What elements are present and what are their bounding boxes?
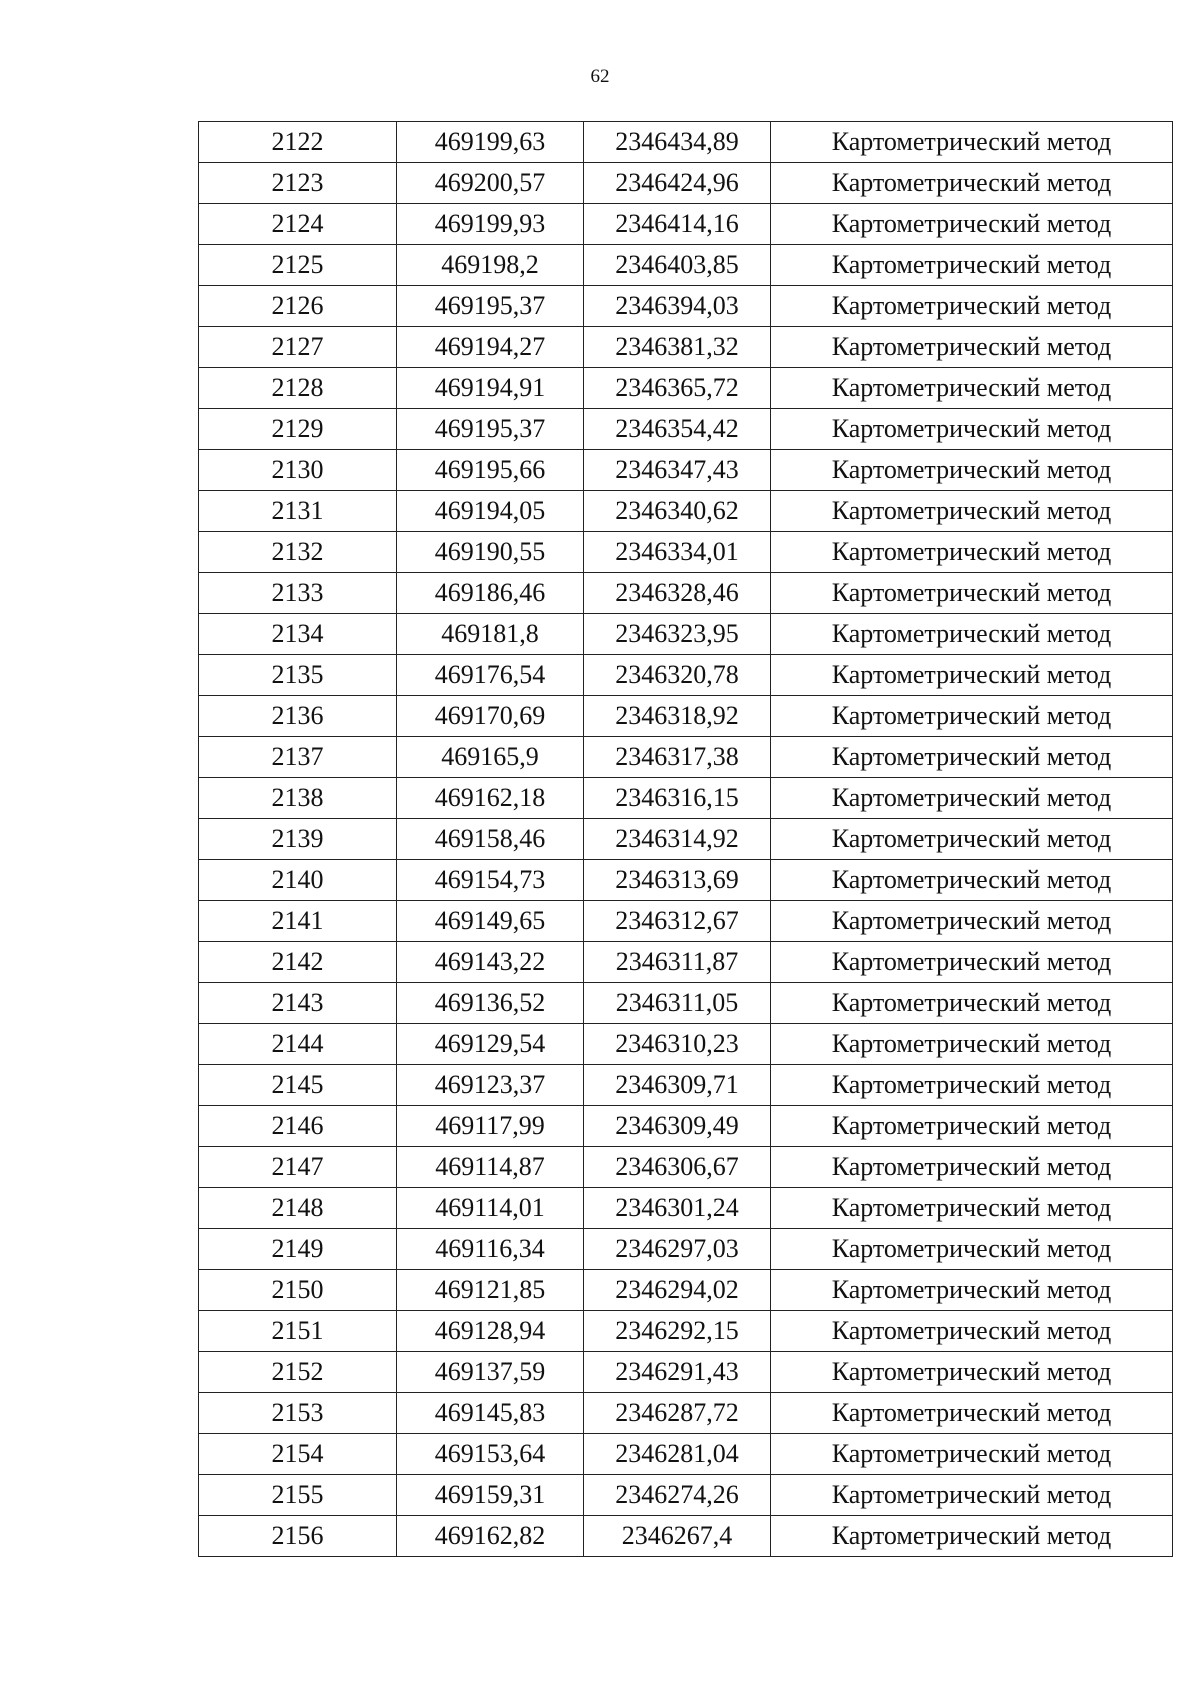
- y-coordinate-cell: 2346292,15: [584, 1311, 771, 1352]
- table-row: [199, 1270, 1173, 1311]
- method-cell: Картометрический метод: [771, 1147, 1173, 1188]
- table-row: [199, 1311, 1173, 1352]
- x-coordinate-cell: 469129,54: [397, 1024, 584, 1065]
- method-cell: Картометрический метод: [771, 778, 1173, 819]
- point-number-cell: 2128: [199, 368, 397, 409]
- method-cell: Картометрический метод: [771, 573, 1173, 614]
- table-row: [199, 942, 1173, 983]
- x-coordinate-cell: 469199,93: [397, 204, 584, 245]
- table-row: [199, 1475, 1173, 1516]
- point-number-cell: 2142: [199, 942, 397, 983]
- table-row: [199, 368, 1173, 409]
- method-cell: Картометрический метод: [771, 204, 1173, 245]
- method-cell: Картометрический метод: [771, 901, 1173, 942]
- x-coordinate-cell: 469116,34: [397, 1229, 584, 1270]
- point-number-cell: 2150: [199, 1270, 397, 1311]
- x-coordinate-cell: 469158,46: [397, 819, 584, 860]
- point-number-cell: 2151: [199, 1311, 397, 1352]
- x-coordinate-cell: 469200,57: [397, 163, 584, 204]
- method-cell: Картометрический метод: [771, 1270, 1173, 1311]
- table-row: [199, 1188, 1173, 1229]
- table-row: [199, 778, 1173, 819]
- x-coordinate-cell: 469154,73: [397, 860, 584, 901]
- x-coordinate-cell: 469153,64: [397, 1434, 584, 1475]
- point-number-cell: 2123: [199, 163, 397, 204]
- y-coordinate-cell: 2346328,46: [584, 573, 771, 614]
- point-number-cell: 2134: [199, 614, 397, 655]
- table-row: [199, 491, 1173, 532]
- y-coordinate-cell: 2346301,24: [584, 1188, 771, 1229]
- y-coordinate-cell: 2346394,03: [584, 286, 771, 327]
- y-coordinate-cell: 2346306,67: [584, 1147, 771, 1188]
- point-number-cell: 2131: [199, 491, 397, 532]
- y-coordinate-cell: 2346317,38: [584, 737, 771, 778]
- x-coordinate-cell: 469114,01: [397, 1188, 584, 1229]
- y-coordinate-cell: 2346309,49: [584, 1106, 771, 1147]
- table-row: [199, 1106, 1173, 1147]
- point-number-cell: 2155: [199, 1475, 397, 1516]
- point-number-cell: 2137: [199, 737, 397, 778]
- point-number-cell: 2156: [199, 1516, 397, 1557]
- method-cell: Картометрический метод: [771, 163, 1173, 204]
- point-number-cell: 2138: [199, 778, 397, 819]
- method-cell: Картометрический метод: [771, 819, 1173, 860]
- method-cell: Картометрический метод: [771, 655, 1173, 696]
- x-coordinate-cell: 469136,52: [397, 983, 584, 1024]
- point-number-cell: 2149: [199, 1229, 397, 1270]
- method-cell: Картометрический метод: [771, 1516, 1173, 1557]
- table-row: [199, 1352, 1173, 1393]
- y-coordinate-cell: 2346340,62: [584, 491, 771, 532]
- y-coordinate-cell: 2346297,03: [584, 1229, 771, 1270]
- y-coordinate-cell: 2346316,15: [584, 778, 771, 819]
- table-row: [199, 163, 1173, 204]
- y-coordinate-cell: 2346274,26: [584, 1475, 771, 1516]
- x-coordinate-cell: 469199,63: [397, 122, 584, 163]
- method-cell: Картометрический метод: [771, 532, 1173, 573]
- method-cell: Картометрический метод: [771, 409, 1173, 450]
- point-number-cell: 2147: [199, 1147, 397, 1188]
- y-coordinate-cell: 2346267,4: [584, 1516, 771, 1557]
- table-row: [199, 122, 1173, 163]
- table-row: [199, 450, 1173, 491]
- method-cell: Картометрический метод: [771, 696, 1173, 737]
- point-number-cell: 2140: [199, 860, 397, 901]
- x-coordinate-cell: 469137,59: [397, 1352, 584, 1393]
- point-number-cell: 2143: [199, 983, 397, 1024]
- y-coordinate-cell: 2346309,71: [584, 1065, 771, 1106]
- method-cell: Картометрический метод: [771, 983, 1173, 1024]
- y-coordinate-cell: 2346434,89: [584, 122, 771, 163]
- x-coordinate-cell: 469162,18: [397, 778, 584, 819]
- point-number-cell: 2153: [199, 1393, 397, 1434]
- method-cell: Картометрический метод: [771, 286, 1173, 327]
- x-coordinate-cell: 469198,2: [397, 245, 584, 286]
- y-coordinate-cell: 2346291,43: [584, 1352, 771, 1393]
- point-number-cell: 2136: [199, 696, 397, 737]
- y-coordinate-cell: 2346414,16: [584, 204, 771, 245]
- y-coordinate-cell: 2346287,72: [584, 1393, 771, 1434]
- point-number-cell: 2125: [199, 245, 397, 286]
- method-cell: Картометрический метод: [771, 1434, 1173, 1475]
- table-row: [199, 1024, 1173, 1065]
- point-number-cell: 2135: [199, 655, 397, 696]
- point-number-cell: 2139: [199, 819, 397, 860]
- table-row: [199, 983, 1173, 1024]
- method-cell: Картометрический метод: [771, 860, 1173, 901]
- point-number-cell: 2126: [199, 286, 397, 327]
- method-cell: Картометрический метод: [771, 1352, 1173, 1393]
- x-coordinate-cell: 469121,85: [397, 1270, 584, 1311]
- x-coordinate-cell: 469170,69: [397, 696, 584, 737]
- y-coordinate-cell: 2346334,01: [584, 532, 771, 573]
- x-coordinate-cell: 469176,54: [397, 655, 584, 696]
- table-row: [199, 1147, 1173, 1188]
- y-coordinate-cell: 2346313,69: [584, 860, 771, 901]
- method-cell: Картометрический метод: [771, 122, 1173, 163]
- y-coordinate-cell: 2346323,95: [584, 614, 771, 655]
- table-row: [199, 696, 1173, 737]
- table-row: [199, 1516, 1173, 1557]
- y-coordinate-cell: 2346347,43: [584, 450, 771, 491]
- table-row: [199, 901, 1173, 942]
- y-coordinate-cell: 2346381,32: [584, 327, 771, 368]
- method-cell: Картометрический метод: [771, 1024, 1173, 1065]
- y-coordinate-cell: 2346311,87: [584, 942, 771, 983]
- y-coordinate-cell: 2346314,92: [584, 819, 771, 860]
- table-row: [199, 409, 1173, 450]
- table-row: [199, 655, 1173, 696]
- y-coordinate-cell: 2346424,96: [584, 163, 771, 204]
- y-coordinate-cell: 2346318,92: [584, 696, 771, 737]
- table-row: [199, 1065, 1173, 1106]
- table-row: [199, 1393, 1173, 1434]
- x-coordinate-cell: 469149,65: [397, 901, 584, 942]
- method-cell: Картометрический метод: [771, 1475, 1173, 1516]
- x-coordinate-cell: 469194,27: [397, 327, 584, 368]
- y-coordinate-cell: 2346312,67: [584, 901, 771, 942]
- point-number-cell: 2122: [199, 122, 397, 163]
- x-coordinate-cell: 469128,94: [397, 1311, 584, 1352]
- x-coordinate-cell: 469194,91: [397, 368, 584, 409]
- x-coordinate-cell: 469186,46: [397, 573, 584, 614]
- table-row: [199, 573, 1173, 614]
- method-cell: Картометрический метод: [771, 1311, 1173, 1352]
- x-coordinate-cell: 469159,31: [397, 1475, 584, 1516]
- x-coordinate-cell: 469145,83: [397, 1393, 584, 1434]
- x-coordinate-cell: 469195,37: [397, 286, 584, 327]
- method-cell: Картометрический метод: [771, 368, 1173, 409]
- point-number-cell: 2132: [199, 532, 397, 573]
- point-number-cell: 2145: [199, 1065, 397, 1106]
- x-coordinate-cell: 469190,55: [397, 532, 584, 573]
- method-cell: Картометрический метод: [771, 245, 1173, 286]
- method-cell: Картометрический метод: [771, 1393, 1173, 1434]
- method-cell: Картометрический метод: [771, 737, 1173, 778]
- table-row: [199, 860, 1173, 901]
- table-row: [199, 1434, 1173, 1475]
- x-coordinate-cell: 469162,82: [397, 1516, 584, 1557]
- page-number: 62: [590, 66, 610, 87]
- y-coordinate-cell: 2346365,72: [584, 368, 771, 409]
- coordinates-table: [198, 121, 1173, 1557]
- x-coordinate-cell: 469143,22: [397, 942, 584, 983]
- point-number-cell: 2130: [199, 450, 397, 491]
- table-row: [199, 819, 1173, 860]
- method-cell: Картометрический метод: [771, 491, 1173, 532]
- method-cell: Картометрический метод: [771, 1229, 1173, 1270]
- y-coordinate-cell: 2346311,05: [584, 983, 771, 1024]
- table-row: [199, 204, 1173, 245]
- point-number-cell: 2152: [199, 1352, 397, 1393]
- y-coordinate-cell: 2346281,04: [584, 1434, 771, 1475]
- point-number-cell: 2124: [199, 204, 397, 245]
- point-number-cell: 2129: [199, 409, 397, 450]
- y-coordinate-cell: 2346294,02: [584, 1270, 771, 1311]
- x-coordinate-cell: 469195,66: [397, 450, 584, 491]
- point-number-cell: 2148: [199, 1188, 397, 1229]
- table-row: [199, 1229, 1173, 1270]
- y-coordinate-cell: 2346403,85: [584, 245, 771, 286]
- coordinates-table-body: [199, 122, 1173, 1557]
- x-coordinate-cell: 469195,37: [397, 409, 584, 450]
- x-coordinate-cell: 469123,37: [397, 1065, 584, 1106]
- x-coordinate-cell: 469181,8: [397, 614, 584, 655]
- method-cell: Картометрический метод: [771, 1065, 1173, 1106]
- method-cell: Картометрический метод: [771, 942, 1173, 983]
- point-number-cell: 2127: [199, 327, 397, 368]
- table-row: [199, 737, 1173, 778]
- x-coordinate-cell: 469194,05: [397, 491, 584, 532]
- table-row: [199, 245, 1173, 286]
- x-coordinate-cell: 469114,87: [397, 1147, 584, 1188]
- table-row: [199, 532, 1173, 573]
- y-coordinate-cell: 2346310,23: [584, 1024, 771, 1065]
- x-coordinate-cell: 469165,9: [397, 737, 584, 778]
- point-number-cell: 2154: [199, 1434, 397, 1475]
- method-cell: Картометрический метод: [771, 1106, 1173, 1147]
- method-cell: Картометрический метод: [771, 614, 1173, 655]
- y-coordinate-cell: 2346354,42: [584, 409, 771, 450]
- point-number-cell: 2144: [199, 1024, 397, 1065]
- table-row: [199, 614, 1173, 655]
- y-coordinate-cell: 2346320,78: [584, 655, 771, 696]
- table-row: [199, 286, 1173, 327]
- method-cell: Картометрический метод: [771, 1188, 1173, 1229]
- point-number-cell: 2133: [199, 573, 397, 614]
- point-number-cell: 2146: [199, 1106, 397, 1147]
- x-coordinate-cell: 469117,99: [397, 1106, 584, 1147]
- method-cell: Картометрический метод: [771, 327, 1173, 368]
- method-cell: Картометрический метод: [771, 450, 1173, 491]
- point-number-cell: 2141: [199, 901, 397, 942]
- table-row: [199, 327, 1173, 368]
